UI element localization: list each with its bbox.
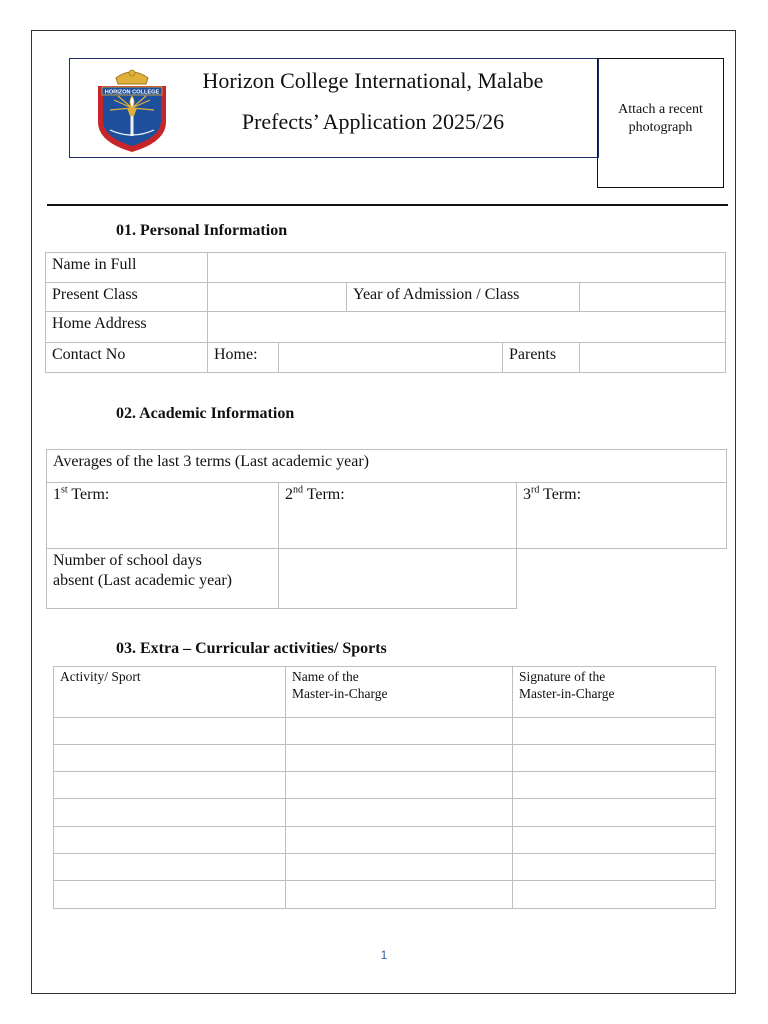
home-address-field[interactable] (208, 312, 726, 343)
averages-label: Averages of the last 3 terms (Last academic year) (47, 450, 727, 483)
section-heading-personal (116, 222, 287, 240)
section-heading-academic (116, 405, 294, 423)
master-name-cell[interactable] (286, 799, 513, 827)
master-name-cell[interactable] (286, 745, 513, 772)
master-signature-cell[interactable] (513, 772, 716, 799)
home-phone-field[interactable] (279, 343, 503, 373)
master-name-cell[interactable] (286, 827, 513, 854)
section-number: 03. (116, 640, 136, 657)
term1-number: 1 (53, 486, 61, 503)
activity-cell[interactable] (54, 772, 286, 799)
table-row (54, 827, 716, 854)
name-in-full-field[interactable] (208, 253, 726, 283)
label-name-in-full: Name in Full (46, 253, 208, 283)
extracurricular-table (53, 666, 716, 909)
label-days-absent (47, 549, 279, 609)
master-signature-cell[interactable] (513, 718, 716, 745)
label-parents-phone: Parents (503, 343, 580, 373)
activity-cell[interactable] (54, 745, 286, 772)
days-absent-line2: absent (Last academic year) (53, 572, 233, 589)
activity-cell[interactable] (54, 718, 286, 745)
master-signature-cell[interactable] (513, 854, 716, 881)
label-home-address: Home Address (46, 312, 208, 343)
master-name-line2: Master-in-Charge (292, 686, 388, 701)
days-absent-line1: Number of school days (53, 552, 202, 569)
column-header-activity: Activity/ Sport (54, 667, 286, 718)
section-title: Academic Information (139, 405, 295, 422)
photo-attachment-box[interactable] (597, 58, 724, 188)
year-of-admission-field[interactable] (580, 283, 726, 312)
master-name-cell[interactable] (286, 772, 513, 799)
term2-number: 2 (285, 486, 293, 503)
term3-label: Term: (539, 486, 582, 503)
section-title: Extra – Curricular activities/ Sports (140, 640, 387, 657)
section-number: 02. (116, 405, 136, 422)
college-name: Horizon College International, Malabe (202, 68, 544, 93)
photo-label-line1: Attach a recent (618, 102, 703, 117)
activity-cell[interactable] (54, 799, 286, 827)
master-signature-cell[interactable] (513, 881, 716, 909)
logo-text: HORIZON COLLEGE (104, 89, 160, 96)
section-heading-extracurricular (116, 640, 387, 658)
section-title: Personal Information (140, 222, 288, 239)
master-name-line1: Name of the (292, 669, 359, 684)
activity-cell[interactable] (54, 827, 286, 854)
days-absent-field[interactable] (279, 549, 517, 609)
master-name-cell[interactable] (286, 854, 513, 881)
column-header-master-name (286, 667, 513, 718)
column-header-master-signature (513, 667, 716, 718)
table-row (54, 881, 716, 909)
header-divider (47, 204, 728, 206)
personal-info-table (45, 252, 726, 373)
term2-suffix: nd (293, 484, 303, 496)
master-signature-cell[interactable] (513, 827, 716, 854)
college-crest-logo (94, 64, 170, 154)
term2-field[interactable] (279, 483, 517, 549)
table-row (54, 799, 716, 827)
academic-info-table (46, 449, 727, 609)
term1-field[interactable] (47, 483, 279, 549)
parents-phone-field[interactable] (580, 343, 726, 373)
term1-label: Term: (67, 486, 110, 503)
term3-suffix: rd (531, 484, 540, 496)
term3-field[interactable] (517, 483, 727, 549)
activity-cell[interactable] (54, 881, 286, 909)
section-number: 01. (116, 222, 136, 239)
master-signature-cell[interactable] (513, 799, 716, 827)
present-class-field[interactable] (208, 283, 347, 312)
term1-suffix: st (61, 484, 68, 496)
label-home-phone: Home: (208, 343, 279, 373)
master-name-cell[interactable] (286, 881, 513, 909)
table-row (54, 718, 716, 745)
page-number: 1 (380, 948, 388, 962)
term3-number: 3 (523, 486, 531, 503)
master-signature-line2: Master-in-Charge (519, 686, 615, 701)
label-present-class: Present Class (46, 283, 208, 312)
label-year-of-admission: Year of Admission / Class (347, 283, 580, 312)
term2-label: Term: (303, 486, 345, 503)
master-name-cell[interactable] (286, 718, 513, 745)
application-title: Prefects’ Application 2025/26 (241, 109, 505, 134)
photo-label-line2: photograph (628, 120, 693, 135)
master-signature-cell[interactable] (513, 745, 716, 772)
activity-cell[interactable] (54, 854, 286, 881)
blank-cell (517, 549, 727, 609)
table-row (54, 772, 716, 799)
table-row (54, 745, 716, 772)
master-signature-line1: Signature of the (519, 669, 606, 684)
table-row (54, 854, 716, 881)
label-contact-no: Contact No (46, 343, 208, 373)
